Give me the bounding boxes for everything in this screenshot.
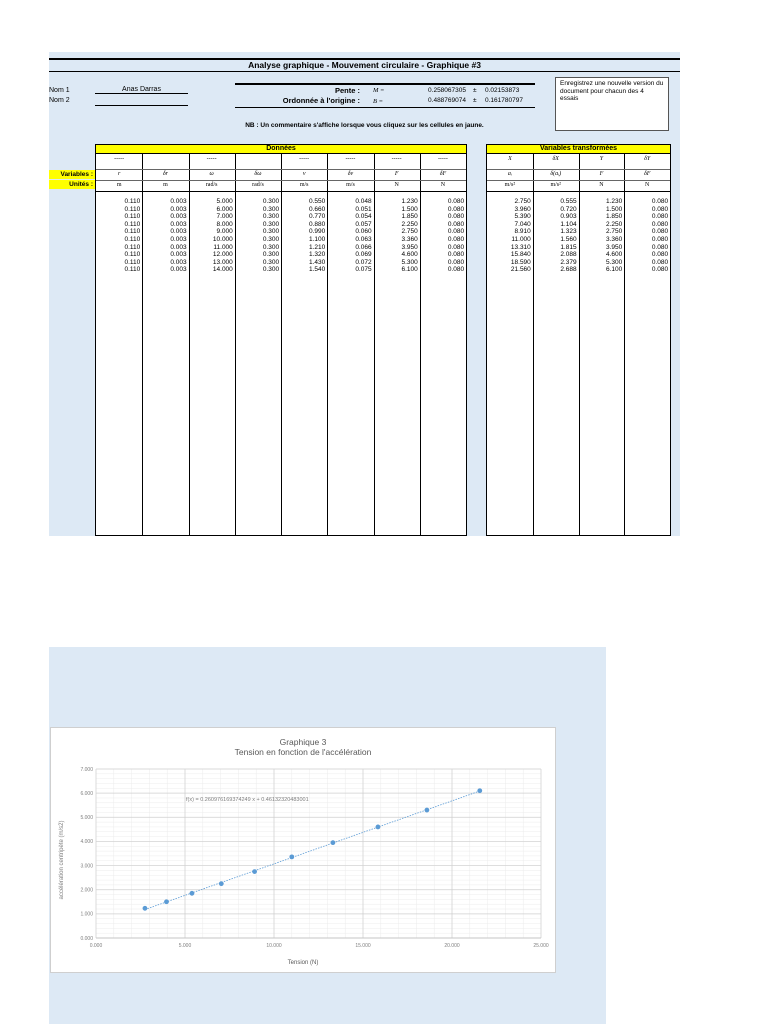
data-cell: 2.250 — [606, 220, 623, 228]
data-cell: 0.300 — [262, 205, 280, 213]
title-rule — [49, 71, 680, 72]
x-tick-label: 25.000 — [533, 943, 549, 949]
data-cell: 0.110 — [124, 205, 141, 213]
dash-cell: ----- — [299, 156, 310, 162]
y-tick-label: 3.000 — [80, 863, 93, 870]
data-cell: 1.500 — [606, 205, 623, 213]
data-cell: 1.850 — [401, 213, 418, 221]
data-cell: 0.060 — [355, 228, 372, 236]
data-cell: 0.770 — [309, 213, 326, 221]
data-cell: 0.054 — [355, 213, 372, 221]
dash-cell: ----- — [206, 156, 217, 162]
data-cell: 9.000 — [216, 228, 233, 236]
data-cell: 0.003 — [170, 220, 187, 228]
scatter-chart — [51, 728, 555, 972]
row-rule — [96, 191, 466, 192]
unit-cell: m — [163, 182, 168, 188]
data-cell: 0.080 — [651, 243, 669, 251]
row-rule — [487, 180, 670, 181]
data-cell: 2.750 — [514, 198, 531, 205]
data-cell: 0.080 — [447, 198, 465, 205]
variable-cell: δv — [347, 171, 354, 177]
y-tick-label: 7.000 — [80, 766, 93, 773]
pente-top-rule — [235, 83, 535, 85]
data-cell: 0.110 — [124, 198, 141, 205]
data-points — [143, 788, 483, 910]
chart-grid — [96, 769, 541, 938]
data-cell: 0.080 — [447, 243, 465, 251]
chart-subtitle: Tension en fonction de l'accélération — [234, 747, 372, 757]
data-cell: 15.840 — [510, 251, 531, 259]
data-point — [331, 840, 336, 845]
ordonnee-symbol: B = — [373, 98, 383, 105]
y-tick-label: 5.000 — [80, 815, 93, 822]
ordonnee-error: 0.161780797 — [485, 97, 523, 104]
pente-label: Pente : — [334, 86, 360, 95]
variable-cell: δF — [439, 171, 447, 177]
data-cell: 3.950 — [401, 243, 418, 251]
data-cell: 8.910 — [514, 228, 531, 236]
y-tick-label: 4.000 — [80, 839, 93, 846]
data-cell: 0.080 — [651, 236, 669, 243]
data-cell: 7.000 — [216, 213, 233, 221]
data-cell: 0.003 — [170, 205, 187, 213]
data-cell: 0.300 — [262, 243, 280, 251]
data-cell: 0.660 — [309, 205, 326, 213]
x-tick-label: 15.000 — [355, 943, 371, 949]
variables-label[interactable]: Variables : — [49, 170, 95, 179]
data-cell: 1.560 — [560, 236, 577, 243]
data-cell: 11.000 — [511, 236, 531, 243]
data-cell: 0.110 — [124, 266, 141, 274]
data-cell: 0.110 — [124, 220, 141, 228]
data-cell: 1.320 — [309, 251, 326, 259]
data-cell: 0.051 — [355, 205, 372, 213]
unites-label[interactable]: Unités : — [49, 180, 95, 189]
spreadsheet-sheet — [49, 52, 680, 536]
data-cell: 14.000 — [212, 266, 233, 274]
data-cell: 0.080 — [447, 266, 465, 274]
nb-note: NB : Un commentaire s'affiche lorsque vous cliquez sur les cellules en jaune. — [245, 122, 484, 129]
data-cell: 0.057 — [355, 220, 372, 228]
unit-cell: rad/s — [252, 182, 264, 188]
data-cell: 2.688 — [560, 266, 577, 274]
data-point — [289, 854, 294, 859]
donnees-header[interactable]: Données — [95, 144, 467, 154]
row-rule — [96, 180, 466, 181]
unit-cell: rad/s — [205, 182, 218, 188]
data-cell: 11.000 — [213, 243, 233, 251]
data-cell: 1.323 — [560, 228, 577, 236]
data-cell: 0.990 — [309, 228, 326, 236]
variable-cell: F — [394, 171, 399, 177]
pente-value: 0.258067305 — [428, 87, 466, 94]
data-cell: 1.104 — [560, 220, 577, 228]
nom2-label: Nom 2 — [49, 97, 70, 104]
data-cell: 0.720 — [560, 205, 577, 213]
data-cell: 6.100 — [606, 266, 623, 274]
data-cell: 0.110 — [124, 243, 141, 251]
y-tick-label: 2.000 — [80, 887, 93, 894]
data-cell: 0.300 — [262, 251, 280, 259]
row-rule — [96, 169, 466, 170]
unit-cell: N — [599, 182, 604, 188]
data-cell: 3.360 — [401, 236, 418, 243]
variable-cell: δF — [643, 171, 651, 177]
data-cell: 0.555 — [560, 198, 577, 205]
data-cell: 0.880 — [309, 220, 326, 228]
data-cell: 0.069 — [355, 251, 372, 259]
ordonnee-label: Ordonnée à l'origine : — [282, 96, 360, 105]
data-cell: 13.000 — [212, 258, 233, 266]
data-cell: 3.360 — [606, 236, 623, 243]
data-point — [252, 869, 257, 874]
data-cell: 0.080 — [447, 258, 465, 266]
y-axis-label: accélération centripète (m/s2) — [59, 820, 65, 900]
variable-cell: r — [117, 171, 121, 177]
data-cell: 0.300 — [262, 258, 280, 266]
data-cell: 0.080 — [651, 258, 669, 266]
data-cell: 8.000 — [216, 220, 233, 228]
data-cell: 1.540 — [309, 266, 326, 274]
data-cell: 21.560 — [510, 266, 531, 274]
unit-cell: N — [394, 182, 399, 188]
data-cell: 7.040 — [514, 220, 531, 228]
data-cell: 0.300 — [262, 228, 280, 236]
data-cell: 0.110 — [124, 258, 141, 266]
nom1-field[interactable]: Anas Darras — [95, 86, 188, 94]
unit-cell: m — [116, 182, 122, 188]
data-point — [376, 825, 381, 830]
data-cell: 0.003 — [170, 243, 187, 251]
data-point — [219, 881, 224, 886]
data-cell: 0.072 — [355, 258, 372, 266]
data-cell: 18.590 — [510, 258, 531, 266]
column-top-label: Y — [599, 156, 604, 162]
unit-cell: m/s — [299, 182, 309, 188]
data-cell: 10.000 — [212, 236, 233, 243]
data-cell: 0.300 — [262, 213, 280, 221]
row-rule — [487, 191, 670, 192]
data-cell: 1.210 — [309, 243, 326, 251]
data-cell: 0.300 — [262, 198, 280, 205]
dash-cell: ----- — [391, 156, 402, 162]
x-axis-label: Tension (N) — [287, 960, 319, 966]
trendline — [145, 791, 480, 910]
donnees-table — [95, 154, 467, 536]
data-cell: 6.000 — [216, 205, 233, 213]
data-cell: 0.080 — [651, 228, 669, 236]
variable-cell: aᵢ — [507, 171, 512, 177]
data-cell: 2.750 — [401, 228, 418, 236]
y-tick-label: 0.000 — [80, 935, 93, 942]
data-cell: 0.080 — [651, 266, 669, 274]
data-cell: 5.300 — [401, 258, 418, 266]
data-cell: 0.080 — [651, 220, 669, 228]
data-cell: 0.003 — [170, 236, 187, 243]
data-point — [425, 808, 430, 813]
unit-cell: m/s² — [550, 182, 561, 188]
data-point — [190, 891, 195, 896]
data-cell: 2.750 — [606, 228, 623, 236]
ordonnee-pm: ± — [473, 97, 477, 104]
column-top-label: δX — [552, 156, 559, 162]
data-cell: 0.080 — [651, 213, 669, 221]
data-point — [164, 899, 169, 904]
data-cell: 6.100 — [401, 266, 418, 274]
data-cell: 3.950 — [606, 243, 623, 251]
data-cell: 0.063 — [355, 236, 372, 243]
pente-pm: ± — [473, 87, 477, 94]
nom2-field[interactable] — [95, 97, 188, 106]
data-cell: 0.110 — [124, 236, 141, 243]
trendline-group — [145, 791, 480, 910]
data-cell: 0.003 — [170, 258, 187, 266]
data-cell: 0.080 — [447, 228, 465, 236]
data-cell: 4.600 — [606, 251, 623, 259]
data-cell: 0.300 — [262, 220, 280, 228]
row-rule — [487, 169, 670, 170]
data-cell: 5.300 — [606, 258, 623, 266]
data-cell: 3.960 — [514, 205, 531, 213]
trendline-equation: f(x) = 0.260976169374249 x + 0.46132320483001 — [186, 797, 309, 803]
column-top-label: δY — [644, 156, 651, 162]
data-cell: 13.310 — [510, 243, 531, 251]
x-tick-label: 10.000 — [266, 943, 282, 949]
transformees-header[interactable]: Variables transformées — [486, 144, 671, 154]
y-tick-label: 1.000 — [80, 911, 93, 918]
data-cell: 0.003 — [170, 198, 187, 205]
variable-cell: F — [599, 171, 604, 177]
ordonnee-bottom-rule — [235, 107, 535, 108]
data-cell: 0.110 — [124, 213, 141, 221]
data-cell: 2.088 — [560, 251, 577, 259]
unit-cell: N — [440, 182, 446, 188]
data-cell: 2.250 — [401, 220, 418, 228]
transformees-table — [486, 154, 671, 536]
chart-axes — [80, 767, 548, 949]
data-cell: 4.600 — [401, 251, 418, 259]
data-cell: 5.390 — [514, 213, 531, 221]
data-cell: 0.003 — [170, 266, 187, 274]
ordonnee-value: 0.488769074 — [428, 97, 466, 104]
data-cell: 0.003 — [170, 228, 187, 236]
data-cell: 0.300 — [262, 236, 280, 243]
nom1-label: Nom 1 — [49, 87, 70, 94]
column-top-label: X — [508, 156, 512, 162]
data-cell: 0.048 — [355, 198, 372, 205]
unit-cell: m/s² — [504, 182, 516, 188]
data-point — [143, 906, 148, 911]
variable-cell: δ(aᵢ) — [550, 171, 562, 177]
data-cell: 0.080 — [447, 251, 465, 259]
data-cell: 0.066 — [355, 243, 372, 251]
data-cell: 0.080 — [651, 205, 669, 213]
data-point — [477, 788, 482, 793]
data-cell: 0.110 — [124, 251, 141, 259]
data-cell: 0.003 — [170, 213, 187, 221]
pente-symbol: M = — [373, 87, 385, 94]
data-cell: 0.003 — [170, 251, 187, 259]
data-cell: 1.500 — [401, 205, 418, 213]
data-cell: 12.000 — [212, 251, 233, 259]
y-tick-label: 6.000 — [80, 790, 93, 797]
data-cell: 5.000 — [216, 198, 233, 205]
data-cell: 2.379 — [560, 258, 577, 266]
data-cell: 0.300 — [262, 266, 280, 274]
data-cell: 1.430 — [309, 258, 326, 266]
variable-cell: v — [302, 171, 306, 177]
unit-cell: m/s — [346, 182, 355, 188]
data-cell: 0.080 — [651, 251, 669, 259]
data-cell: 0.080 — [651, 198, 669, 205]
x-tick-label: 0.000 — [89, 943, 103, 949]
note-box[interactable]: Enregistrez une nouvelle version du document pour chacun des 4 essais — [555, 77, 669, 131]
x-tick-label: 20.000 — [444, 943, 460, 949]
variable-cell: ω — [209, 171, 214, 177]
data-cell: 0.903 — [560, 213, 577, 221]
data-cell: 0.080 — [447, 205, 465, 213]
data-cell: 0.110 — [124, 228, 141, 236]
data-cell: 1.815 — [560, 243, 577, 251]
data-cell: 0.080 — [447, 220, 465, 228]
sheet-title: Analyse graphique - Mouvement circulaire - Graphique #3 — [248, 60, 481, 70]
data-cell: 1.230 — [401, 198, 418, 205]
unit-cell: N — [645, 182, 650, 188]
x-tick-label: 5.000 — [178, 943, 192, 949]
variable-cell: δω — [254, 171, 262, 177]
dash-cell: ----- — [345, 156, 356, 162]
dash-cell: ----- — [114, 156, 125, 162]
pente-error: 0.02153873 — [485, 87, 520, 94]
data-cell: 0.075 — [355, 266, 372, 274]
chart-title: Graphique 3 — [279, 737, 327, 747]
data-cell: 0.080 — [447, 236, 465, 243]
data-cell: 1.850 — [606, 213, 623, 221]
dash-cell: ----- — [437, 156, 448, 162]
data-cell: 1.100 — [309, 236, 326, 243]
data-cell: 0.550 — [309, 198, 326, 205]
variable-cell: δr — [162, 171, 168, 177]
data-cell: 1.230 — [606, 198, 623, 205]
data-cell: 0.080 — [447, 213, 465, 221]
chart-container[interactable] — [50, 727, 556, 973]
